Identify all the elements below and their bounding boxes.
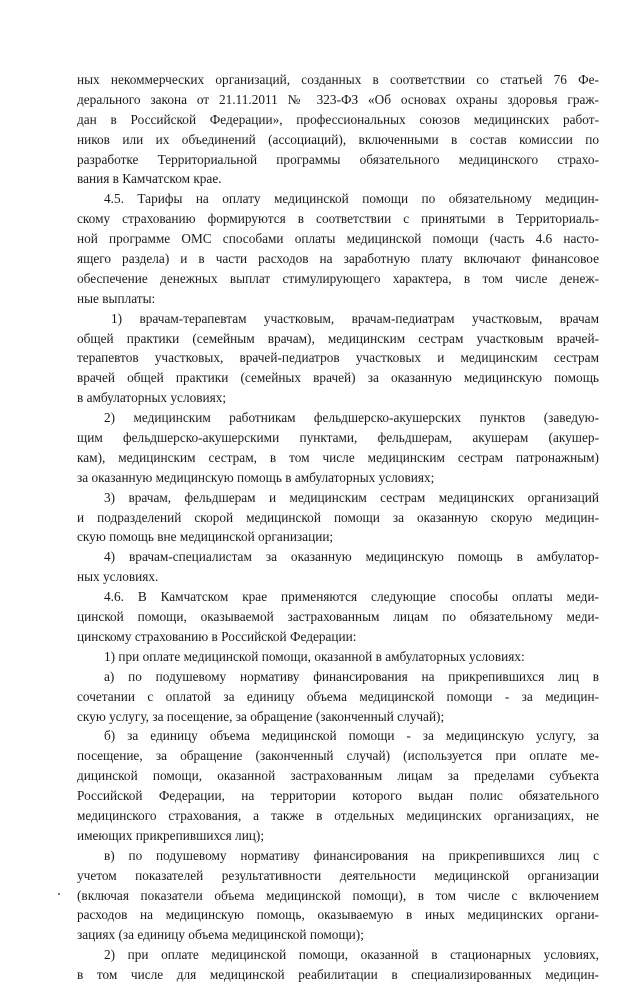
document-text-line: б) за единицу объема медицинской помощи - за медицинскую услугу, за — [104, 728, 599, 744]
document-text-line: 2) при оплате медицинской помощи, оказанной в стационарных условиях, — [104, 947, 599, 963]
document-text-line: скому страхованию формируются в соответствии с принятыми в Территориаль- — [77, 211, 599, 227]
document-text-line: Российской Федерации, на территории которого выдан полис обязательного — [77, 788, 599, 804]
scan-speck — [58, 893, 60, 895]
document-text-line: терапевтов участковых, врачей-педиатров участковых и медицинским сестрам — [77, 350, 599, 366]
document-text-line: обеспечение денежных выплат стимулирующего характера, в том числе денеж- — [77, 270, 599, 286]
document-text-line: цинской помощи, оказываемой застрахованным лицам по обязательному меди- — [77, 609, 599, 625]
document-text-line: зациях (за единицу объема медицинской помощи); — [77, 927, 364, 943]
document-text-line: ные выплаты: — [77, 290, 156, 306]
document-text-line: вания в Камчатском крае. — [77, 171, 222, 187]
document-text-line: щим фельдшерско-акушерскими пунктами, фельдшерам, акушерам (акушер- — [77, 430, 599, 446]
document-text-line: в амбулаторных условиях; — [77, 390, 227, 406]
document-text-line: 4.6. В Камчатском крае применяются следующие способы оплаты меди- — [104, 589, 599, 605]
document-text-line: в том числе для медицинской реабилитации в специализированных медицин- — [77, 967, 599, 983]
document-text-line: в) по подушевому нормативу финансирования на прикрепившихся лиц с — [104, 847, 599, 863]
document-text-line: цинскому страхованию в Российской Федерации: — [77, 628, 357, 644]
document-body-text — [77, 70, 599, 985]
document-text-line: ной программе ОМС способами оплаты медицинской помощи (часть 4.6 насто- — [77, 231, 599, 247]
document-text-line: а) по подушевому нормативу финансирования на прикрепившихся лиц в — [104, 668, 599, 684]
document-text-line: 1) при оплате медицинской помощи, оказанной в амбулаторных условиях: — [104, 648, 525, 664]
document-text-line: имеющих прикрепившихся лиц); — [77, 827, 265, 843]
document-text-line: ных условиях. — [77, 569, 159, 585]
document-text-line: 1) врачам-терапевтам участковым, врачам-педиатрам участковым, врачам — [111, 310, 599, 326]
document-text-line: дан в Российской Федерации», профессиональных союзов медицинских работ- — [77, 111, 599, 127]
document-text-line: сочетании с оплатой за единицу объема медицинской помощи - за медицин- — [77, 688, 599, 704]
document-text-line: скую услугу, за посещение, за обращение (законченный случай); — [77, 708, 445, 724]
document-text-line: посещение, за обращение (законченный случай) (используется при оплате ме- — [77, 748, 599, 764]
document-text-line: кам), медицинским сестрам, в том числе медицинским сестрам патронажным) — [77, 449, 599, 465]
document-text-line: и подразделений скорой медицинской помощи за оказанную скорую медицин- — [77, 509, 599, 525]
document-text-line: учетом показателей результативности деятельности медицинской организации — [77, 867, 599, 883]
document-text-line: скую помощь вне медицинской организации; — [77, 529, 334, 545]
document-text-line: общей практики (семейным врачам), медицинским сестрам участковым врачей- — [77, 330, 599, 346]
document-text-line: ных некоммерческих организаций, созданных в соответствии со статьей 76 Фе- — [77, 72, 599, 87]
document-text-line: медицинского страхования, а также в отдельных медицинских организациях, не — [77, 807, 599, 823]
document-text-line: расходов на медицинскую помощь, оказываемую в иных медицинских органи- — [77, 907, 599, 923]
document-text-line: (включая показатели объема медицинской помощи), в том числе с включением — [77, 887, 599, 903]
document-text-line: 4) врачам-специалистам за оказанную медицинскую помощь в амбулатор- — [104, 549, 599, 565]
document-text-line: врачей общей практики (семейных врачей) за оказанную медицинскую помощь — [77, 370, 599, 386]
document-text-line: 4.5. Тарифы на оплату медицинской помощи по обязательному медицин- — [104, 191, 599, 207]
document-text-line: дицинской помощи, оказанной застрахованным лицам за пределами субъекта — [77, 768, 599, 784]
document-text-line: ников или их объединений (ассоциаций), включенными в состав комиссии по — [77, 131, 599, 147]
document-text-line: 3) врачам, фельдшерам и медицинским сестрам медицинских организаций — [104, 489, 599, 505]
document-text-line: ящего раздела) и в части расходов на заработную плату включают финансовое — [77, 251, 599, 267]
document-text-line: за оказанную медицинскую помощь в амбулаторных условиях; — [77, 469, 435, 485]
document-text-line: разработке Территориальной программы обязательного медицинского страхо- — [77, 151, 599, 167]
document-text-line: 2) медицинским работникам фельдшерско-акушерских пунктов (заведую- — [104, 410, 599, 426]
document-text-line: дерального закона от 21.11.2011 № 323-ФЗ «Об основах охраны здоровья граж- — [77, 91, 599, 107]
